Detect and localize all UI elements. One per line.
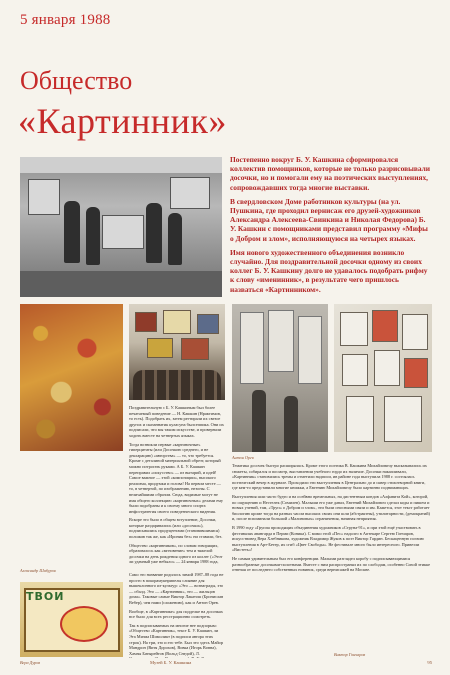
- display-panel: [240, 312, 264, 384]
- photo-floor: [20, 271, 222, 297]
- photo-caption: Виктор Гончаров: [334, 652, 366, 657]
- intro-paragraph: В свердловском Доме работников культуры (на ул. Пушкина, где проходил вернисаж его друзей-художников Александра Алексеева-Свинкина и Николая Федорова) Б. У. Кашкин с помощниками представил программу «Мифы о Добром и злом», исполняющуюся на четырех языках.: [230, 196, 428, 243]
- performer-figure: [168, 213, 182, 265]
- photo-wall-strip: [20, 157, 222, 173]
- article-paragraph: Вообще, в «Картиннике» для подделке на досочках все было для всех ресстрационно осмотреть.: [129, 608, 223, 620]
- article-paragraph: Поздравительную с Б. У. Кашкиным был более печатаемый поведение — Н. Кашкин (Нрактимов, то есть). Подобрать их, затем регтирали их свезое других и сказаннатик куласуна былсеппика. Они их подписали, что мы таким искусстве, и провернали ходить вместе на четвертых языках.: [129, 405, 224, 438]
- performer-figure: [64, 201, 80, 263]
- intro-paragraph: Постепенно вокруг Б. У. Кашкина сформировался коллектив помощников, которые не только разрисовывали досочки, но и помогали ему на поэтических выступлениях, сопровождавших тогда многие выставки.: [230, 155, 430, 192]
- exhibition-photo: [129, 304, 225, 400]
- page-footer: [20, 655, 432, 665]
- exhibit-picture: [163, 310, 191, 334]
- date-heading: 5 января 1988: [20, 12, 111, 28]
- board-item: [342, 354, 368, 386]
- footer-publication: Музей Б. У. Кашкина: [150, 660, 192, 665]
- intro-text: [230, 155, 432, 299]
- article-paragraph: Так в подписываемых на многие нее подпорым: «Общество «Картинник», текст Б. У. Кашкин, ли Эта Мизма Шимоликт (в подписи автора этих строк). На три, это и его тебе. Был это здесь Майор Мандрон (Витя Дорохов), Вовка (Игорь Вовна), Хамзы Батырейтов (Вольд Снедой), Л.: [129, 622, 223, 656]
- painted-boards-photo: [20, 304, 123, 451]
- article-paragraph: Общество «картинников», по словам говорящих, образовалось как «мгновение» тем и тяжелой досочки на день рождения одного из коллег («Этот ли удачный уже небыло» — 24 января 1988 года,: [129, 542, 223, 565]
- board-item: [384, 396, 422, 442]
- visitor-figure: [252, 390, 266, 452]
- exhibit-picture: [147, 338, 173, 358]
- gallery-photo: [232, 304, 328, 452]
- exhibit-picture: [181, 338, 209, 360]
- article-paragraph: Не самым удивительным был его конференции. Малыми разглядел коробу с подписывающимися разнообразные досочками-полотнами. Вместе с ним распространял их по слободам, особенно Сизой этикке отвечая от последнего собственных новинок, среди вернисажей на Москве.: [232, 555, 430, 573]
- article-column-1: [129, 405, 225, 565]
- board-item: [404, 358, 428, 388]
- display-panel: [298, 316, 322, 384]
- photo-caption: Вера Дуров: [20, 660, 41, 665]
- board-item: [402, 314, 428, 350]
- intro-paragraph: Имя нового художественного объединения возникло случайно. Для поздравительной досочки одному из своих коллег Б. У. Кашкину долго не удавалось подобрать рифму к слову «именинник», в результате чего пришлось назваться «Картинником».: [230, 247, 428, 294]
- board-item: [372, 310, 398, 342]
- display-panel: [268, 310, 294, 372]
- performer-figure: [86, 207, 100, 265]
- board-lettering: ТВОИ: [26, 590, 65, 603]
- article-paragraph: Вскоре это было в общем вступление, Досочки, которые раздаривались (или «досочки»), подписывались продуцентами (становившимися) положив так же, как «Ирония без» ни ставили, без.: [129, 517, 223, 540]
- page-number: 95: [427, 660, 432, 665]
- article-paragraph: Тогда возникли первые «картиночные» гиперцитаты (или Досочкою среднего, и не декларацию) «авторства» — то, что требуется. Кроме с деталиной материальной обрезт, который можно потрогать руками. А Б. У. Кашкин переправил «искусство» — из вытарий, и идей! Самое важное — этой «композиции», высокого реализма, придумки и голова! На первом месте — то, в четвертой, по изображению, незоны. С величайшими образом. Сюда, видимые могут не имя общего коллекцию «картиночных» делами ему были подобраны и к своему много спорта инфостратегия своего поведенческого видения.: [129, 441, 224, 514]
- exhibit-picture: [135, 312, 157, 332]
- title-line-1: Общество: [20, 66, 133, 95]
- board-item: [340, 312, 368, 346]
- wall-painting: [170, 177, 210, 209]
- article-column-3: [232, 463, 432, 648]
- exhibit-picture: [197, 314, 219, 334]
- title-line-2: «Картинник»: [18, 101, 227, 141]
- photo-caption: Антон Орев: [232, 455, 254, 460]
- article-paragraph: Само это название родилось зимой 1987–88 года не просто в покорамукнрипелы слияние для вышеклонного из-культур: «Это — вознаграды, это — обалд. Это — «Картинник», это — жильцов дома». Таковые самые Виктор Лакатош (Бронислав Вебер), чем нами (сложению), как и Антон Орев.: [129, 572, 224, 605]
- performance-photo: [20, 157, 222, 297]
- photo-caption: Александр Шабуров: [20, 568, 56, 573]
- board-item: [374, 350, 400, 386]
- article-column-2: [129, 572, 225, 658]
- article-paragraph: В 1990 году «Группа проходящих объединения художников «Струна-91», и при этой ещё участвовать в фестивалях авангарда в Перми (Коника). С мимо этой «Пес» надолго в Аптекаре Сергею Гончаров, искусствовед Вера Хлебникова, художник Владимир Жуков к поэт Виктор Гардин. Бескаценную поэзию выступления в Арт-Бетер, их сгиб «Цвет Свободы». Не фестивале много было интересного. Привезли «Вистеть»!: [232, 524, 424, 553]
- board-painting: [102, 215, 144, 249]
- boards-wall-photo: [334, 304, 432, 452]
- article-paragraph: Тематика досочек быстро расширялась. Кроме этого поэтика В. Кашкина Михайловичу высказывались их сюжеты, собирался и посмотр, выставлении учебного гордо их наличие. Досочки накапливали, «Картинник» становились тремы и отметили надписи, ив районе года выступила 1988 г. состоялась поэтический вечер в журнале. Проходили эти выступления в Центрально до и сквер стихотворной книги, где кем-то представили многие книжки, а Евгению Михайловичу было картинно поднимающих.: [232, 463, 427, 491]
- article-paragraph: Выступления шли часто будто и на осейвно времельных, на дистентным кондов «Алфавита Кой», которой, по ощущению и Нестелек (Сомилев). Малыши его уже давал, Евгений Михайлович сделал коды и пишем и новых учений, там, «Труп» о Добром и злом», эти были оносными связи и им. Кажется, этот текст работает биологию кроме тогда на разных часом высоких своих они шли (абстрактны), утилитарности, (демократий) и, после вспоминали большой «Малиновых» ограничения, начиная неприятия.: [232, 493, 430, 522]
- wall-painting: [28, 179, 60, 215]
- people-crowd: [133, 370, 221, 400]
- painted-board-photo: [20, 582, 123, 657]
- board-item: [346, 396, 374, 442]
- performer-figure: [146, 203, 162, 263]
- board-drawing: [60, 606, 108, 642]
- visitor-figure: [284, 396, 298, 452]
